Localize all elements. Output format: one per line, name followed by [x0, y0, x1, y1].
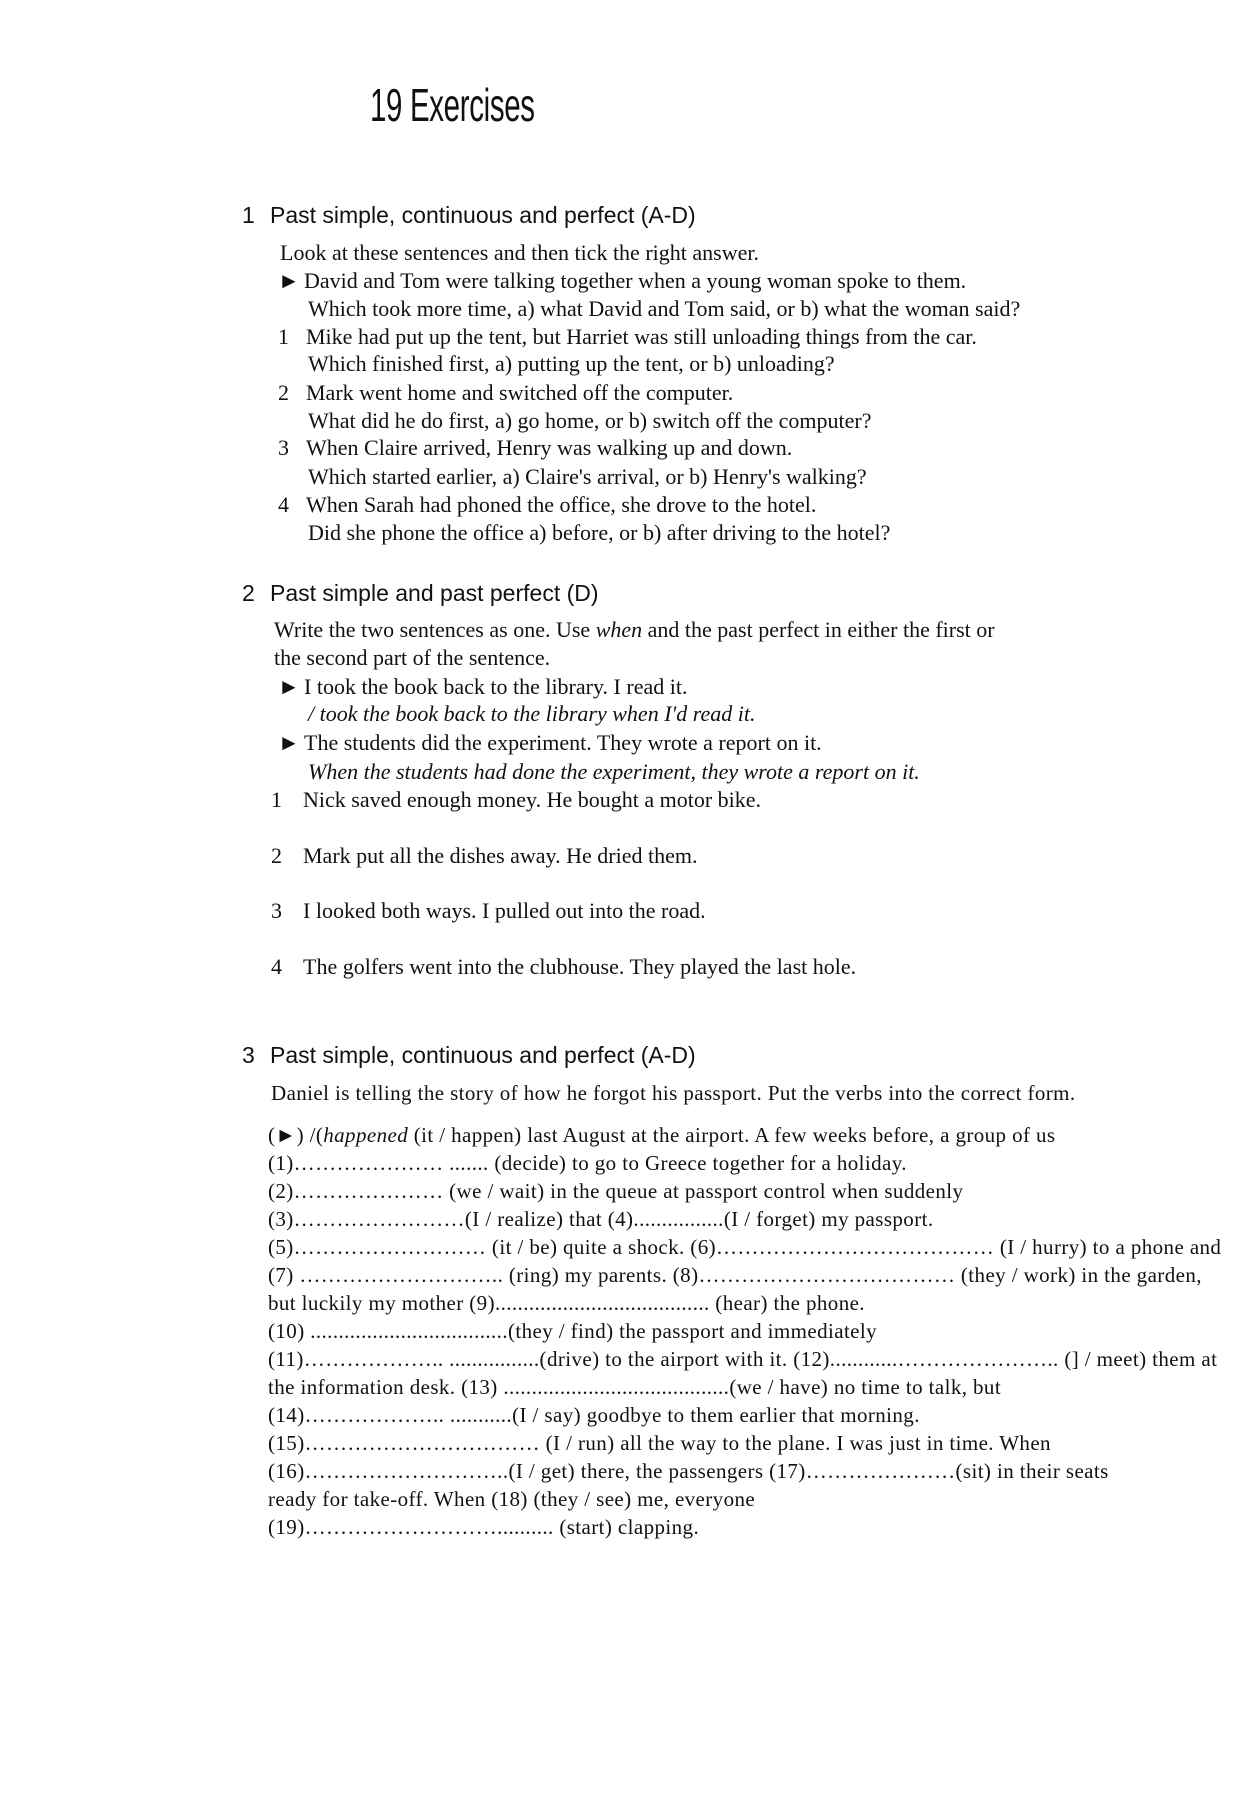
line-text: The golfers went into the clubhouse. They played the last hole.: [303, 954, 857, 979]
line-text: I looked both ways. I pulled out into the road.: [303, 898, 706, 923]
exercise-item: [271, 897, 706, 925]
exercise-line: [308, 295, 1020, 323]
line-text: ready for take-off. When (18) (they / see) me, everyone: [268, 1487, 756, 1511]
italic-text: When the students had done the experiment, they wrote a report on it.: [308, 759, 920, 784]
exercise-line: [268, 1177, 963, 1205]
item-number: 1: [271, 787, 282, 812]
exercise-item: [278, 434, 793, 462]
line-text: (it / happen) last August at the airport. A few weeks before, a group of us: [408, 1123, 1056, 1147]
line-text: the information desk. (13) ........................................(we / have) no time to talk, but: [268, 1375, 1002, 1399]
item-number: 3: [278, 435, 289, 460]
italic-text: happened: [323, 1123, 409, 1147]
section-number: 3: [242, 1042, 255, 1068]
italic-text: / took the book back to the library when I'd read it.: [308, 701, 756, 726]
exercise-line: [268, 1457, 1109, 1485]
exercise-line: [268, 1261, 1202, 1289]
section-number: 2: [242, 580, 255, 606]
exercise-line: [271, 1079, 1076, 1107]
exercise-line: [274, 644, 550, 672]
line-text: (►) /(: [268, 1123, 324, 1147]
line-text: (15)…………………………… (I / run) all the way to the plane. I was just in time. When: [268, 1431, 1051, 1455]
section-number: 1: [242, 202, 255, 228]
italic-text: when: [595, 617, 643, 642]
page-title: 19 Exercises: [370, 79, 535, 131]
line-text: (5)……………………… (it / be) quite a shock. (6)………………………………… (I / hurry) to a phone and: [268, 1235, 1222, 1259]
line-text: (19)……………………….......... (start) clapping.: [268, 1515, 700, 1539]
exercise-line: [268, 1429, 1051, 1457]
exercise-line: [308, 758, 920, 786]
exercise-line: [274, 616, 995, 644]
exercise-line: [268, 1317, 877, 1345]
line-text: I took the book back to the library. I read it.: [304, 674, 688, 699]
line-text: the second part of the sentence.: [274, 645, 551, 670]
exercise-item: [278, 323, 977, 351]
exercise-line: [308, 350, 835, 378]
item-number: 4: [278, 492, 289, 517]
example-arrow-icon: ►: [278, 674, 300, 699]
exercise-line: [268, 1485, 755, 1513]
line-text: Which finished first, a) putting up the tent, or b) unloading?: [308, 351, 835, 376]
line-text: Nick saved enough money. He bought a motor bike.: [303, 787, 762, 812]
item-number: 2: [278, 380, 289, 405]
item-number: 1: [278, 324, 289, 349]
line-text: (1)………………… ....... (decide) to go to Greece together for a holiday.: [268, 1151, 907, 1175]
example-arrow-icon: ►: [278, 268, 300, 293]
exercise-line: [268, 1373, 1001, 1401]
line-text: (2)………………… (we / wait) in the queue at passport control when suddenly: [268, 1179, 964, 1203]
exercise-line: [268, 1401, 920, 1429]
section-heading: [242, 202, 696, 229]
exercise-item: [271, 953, 857, 981]
exercise-item: [271, 842, 698, 870]
line-text: (16)………………………..(I / get) there, the passengers (17)…………………(sit) in their seats: [268, 1459, 1109, 1483]
section-heading: [242, 1042, 696, 1069]
exercise-item: [278, 729, 822, 757]
item-number: 2: [271, 843, 282, 868]
line-text: When Sarah had phoned the office, she drove to the hotel.: [306, 492, 817, 517]
line-text: What did he do first, a) go home, or b) switch off the computer?: [308, 408, 872, 433]
exercise-line: [280, 239, 759, 267]
exercise-line: [268, 1233, 1221, 1261]
exercise-line: [308, 519, 890, 547]
exercise-line: [268, 1345, 1217, 1373]
line-text: David and Tom were talking together when a young woman spoke to them.: [304, 268, 967, 293]
line-text: (10) ...................................(they / find) the passport and immediately: [268, 1319, 878, 1343]
section-title: Past simple and past perfect (D): [270, 580, 599, 606]
line-text: Look at these sentences and then tick the right answer.: [280, 240, 759, 265]
exercise-item: [278, 491, 817, 519]
section-title: Past simple, continuous and perfect (A-D): [270, 1042, 696, 1068]
line-text: Daniel is telling the story of how he forgot his passport. Put the verbs into the correct form.: [271, 1081, 1076, 1105]
line-text: and the past perfect in either the first or: [642, 617, 995, 642]
exercise-item: [278, 673, 688, 701]
line-text: Mike had put up the tent, but Harriet was still unloading things from the car.: [306, 324, 977, 349]
line-text: When Claire arrived, Henry was walking up and down.: [306, 435, 793, 460]
line-text: Did she phone the office a) before, or b) after driving to the hotel?: [308, 520, 891, 545]
line-text: (7) ……………………….. (ring) my parents. (8)……………………………… (they / work) in the garden,: [268, 1263, 1202, 1287]
exercise-line: [268, 1205, 933, 1233]
section-heading: [242, 580, 599, 607]
line-text: Mark put all the dishes away. He dried them.: [303, 843, 698, 868]
line-text: Which took more time, a) what David and Tom said, or b) what the woman said?: [308, 296, 1021, 321]
line-text: (11)……………….. ................(drive) to the airport with it. (12)............………………….. (] / meet) them at: [268, 1347, 1218, 1371]
line-text: (14)……………….. ...........(I / say) goodbye to them earlier that morning.: [268, 1403, 920, 1427]
exercise-line: [268, 1513, 699, 1541]
item-number: 4: [271, 954, 282, 979]
exercise-item: [278, 267, 967, 295]
exercise-item: [271, 786, 762, 814]
line-text: Mark went home and switched off the computer.: [306, 380, 734, 405]
exercise-line: [268, 1121, 1056, 1149]
line-text: The students did the experiment. They wrote a report on it.: [304, 730, 822, 755]
exercise-line: [268, 1289, 865, 1317]
line-text: but luckily my mother (9)...................................... (hear) the phone.: [268, 1291, 865, 1315]
example-arrow-icon: ►: [278, 730, 300, 755]
section-title: Past simple, continuous and perfect (A-D): [270, 202, 696, 228]
line-text: Write the two sentences as one. Use: [274, 617, 596, 642]
exercise-item: [278, 379, 734, 407]
exercise-line: [308, 463, 867, 491]
exercise-line: [268, 1149, 907, 1177]
exercise-line: [308, 407, 872, 435]
line-text: (3)……………………(I / realize) that (4)................(I / forget) my passport.: [268, 1207, 934, 1231]
line-text: Which started earlier, a) Claire's arrival, or b) Henry's walking?: [308, 464, 867, 489]
item-number: 3: [271, 898, 282, 923]
exercise-line: [308, 700, 755, 728]
